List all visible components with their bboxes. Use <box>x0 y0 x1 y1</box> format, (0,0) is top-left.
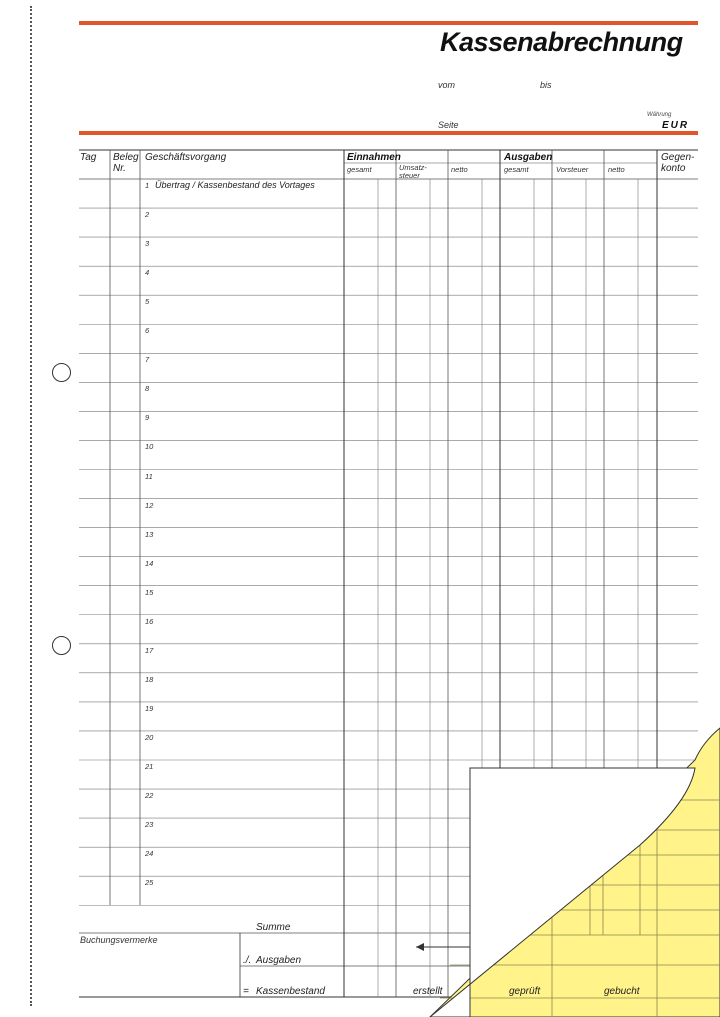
col-beleg-nr-header: Nr. <box>113 163 126 174</box>
row-number: 9 <box>145 413 150 423</box>
buchungsvermerke-label: Buchungsvermerke <box>80 935 158 945</box>
row-number: 19 <box>145 703 154 713</box>
row-number: 4 <box>145 268 150 278</box>
gegenkonto-header-1: Gegen- <box>661 152 695 163</box>
col-beleg-header: Beleg <box>113 152 139 163</box>
first-row-text: Übertrag / Kassenbestand des Vortages <box>155 180 315 190</box>
gegenkonto-header-2: konto <box>661 163 686 174</box>
einnahmen-netto-header: netto <box>451 165 468 174</box>
summe-label: Summe <box>256 922 291 933</box>
row-number: 20 <box>145 732 154 742</box>
erstellt-label: erstellt <box>413 986 443 997</box>
row-number: 10 <box>145 442 154 452</box>
row-number: 1 <box>145 181 150 190</box>
ausgaben-prefix: ./. <box>243 955 252 966</box>
einnahmen-gesamt-header: gesamt <box>347 165 372 174</box>
row-number: 14 <box>145 558 154 568</box>
col-tag-header: Tag <box>80 152 97 163</box>
row-number: 12 <box>145 500 154 510</box>
currency-value: EUR <box>662 120 690 131</box>
row-number: 5 <box>145 297 150 307</box>
seite-label: Seite <box>438 120 459 130</box>
row-number: 2 <box>145 210 150 220</box>
row-number: 7 <box>145 355 150 365</box>
ausgaben-gesamt-header: gesamt <box>504 165 529 174</box>
gebucht-label: gebucht <box>604 986 640 997</box>
ausgaben-header: Ausgaben <box>504 152 553 163</box>
row-number: 8 <box>145 384 150 394</box>
geprueft-label: geprüft <box>509 986 541 997</box>
row-number: 16 <box>145 616 154 626</box>
kassenbestand-prefix: = <box>243 986 249 997</box>
ausgaben-label: Ausgaben <box>256 955 302 966</box>
einnahmen-header: Einnahmen <box>347 152 401 163</box>
ausgaben-vorsteuer-header: Vorsteuer <box>556 165 589 174</box>
row-number: 21 <box>145 762 154 771</box>
vom-label: vom <box>438 80 456 90</box>
row-number: 17 <box>145 645 154 655</box>
row-number: 6 <box>145 326 150 336</box>
row-number: 23 <box>145 820 154 830</box>
row-number: 3 <box>145 239 150 249</box>
row-number: 11 <box>145 471 153 481</box>
page-title: Kassenabrechnung <box>440 27 683 57</box>
currency-caption: Währung <box>647 112 672 118</box>
einnahmen-umsatzsteuer-header-1: Umsatz- <box>399 163 427 172</box>
row-number: 24 <box>145 849 154 859</box>
row-number: 13 <box>145 529 154 539</box>
row-number: 15 <box>145 587 154 597</box>
row-number: 22 <box>145 791 154 801</box>
col-vorgang-header: Geschäftsvorgang <box>145 152 227 163</box>
kassenbestand-label: Kassenbestand <box>256 986 325 997</box>
einnahmen-umsatzsteuer-header-2: steuer <box>399 171 420 180</box>
bis-label: bis <box>540 80 552 90</box>
ausgaben-netto-header: netto <box>608 165 625 174</box>
row-number: 25 <box>145 878 154 888</box>
row-number: 18 <box>145 674 154 684</box>
